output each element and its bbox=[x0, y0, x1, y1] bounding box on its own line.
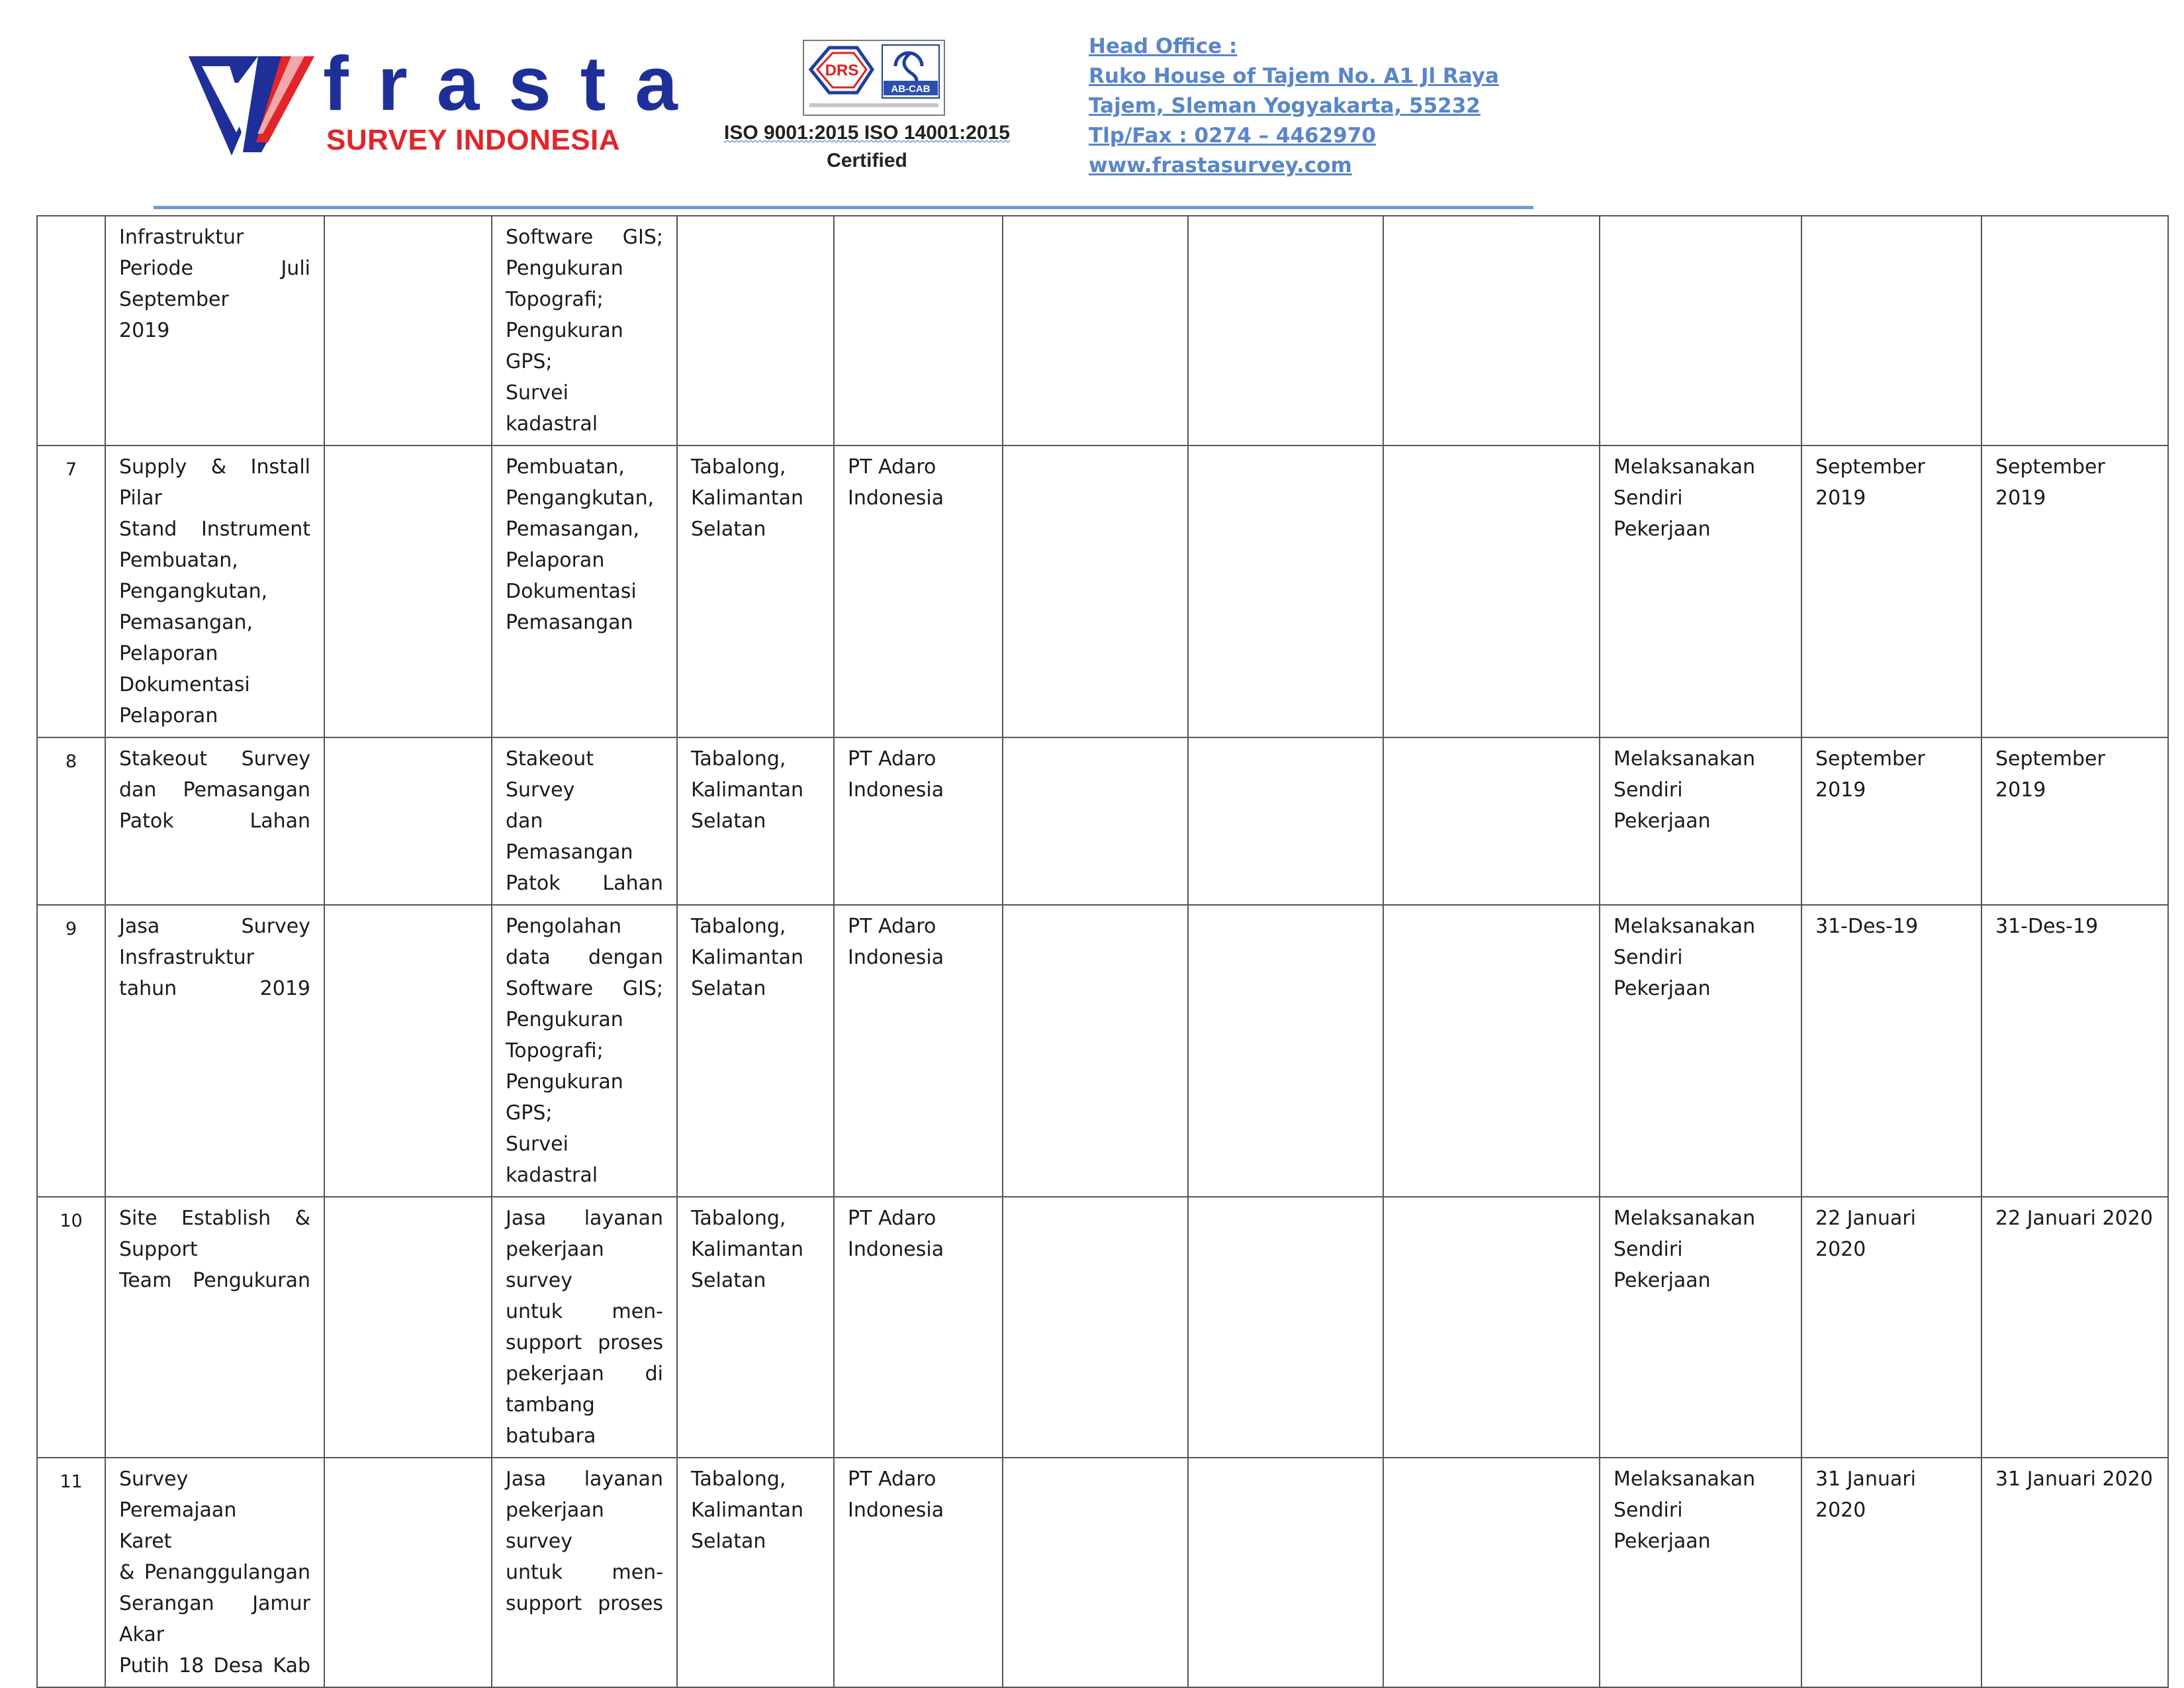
location-cell bbox=[677, 216, 834, 445]
empty-cell bbox=[1383, 905, 1600, 1197]
cell-line: Jasa layanan bbox=[506, 1468, 663, 1491]
end-date-cell: 31 Januari 2020 bbox=[1981, 1458, 2168, 1687]
cell-line: Melaksanakan bbox=[1614, 1207, 1756, 1230]
empty-cell bbox=[324, 216, 492, 445]
row-number bbox=[37, 216, 105, 445]
cell-line: Stand Instrument bbox=[119, 518, 310, 541]
cell-line: Sendiri bbox=[1614, 1499, 1683, 1522]
project-name-cell bbox=[105, 216, 324, 445]
cell-line: Patok Lahan bbox=[119, 810, 310, 833]
table-row bbox=[37, 905, 2168, 1197]
cell-line: Dokumentasi bbox=[506, 580, 637, 603]
cell-line: Selatan bbox=[691, 810, 766, 833]
execution-status-cell bbox=[1600, 1197, 1801, 1458]
empty-cell bbox=[324, 1197, 492, 1458]
project-description-cell bbox=[492, 1197, 677, 1458]
cell-line: Melaksanakan bbox=[1614, 747, 1756, 771]
cell-line: Pemasangan bbox=[506, 611, 633, 634]
head-office-website[interactable]: www.frastasurvey.com bbox=[1089, 154, 1352, 177]
client-cell bbox=[834, 737, 1003, 905]
cell-line: Pengangkutan, bbox=[506, 487, 655, 510]
execution-status-cell bbox=[1600, 905, 1801, 1197]
cell-line: Pengukuran bbox=[506, 1008, 623, 1031]
end-date-cell: September 2019 bbox=[1981, 737, 2168, 905]
empty-cell bbox=[1188, 1197, 1383, 1458]
empty-cell bbox=[1188, 737, 1383, 905]
cell-line: Pembuatan, bbox=[119, 549, 238, 572]
cell-line: Pekerjaan bbox=[1614, 1269, 1711, 1292]
brand-subtitle: SURVEY INDONESIA bbox=[326, 124, 621, 156]
cell-line: & Penanggulangan bbox=[119, 1561, 310, 1584]
empty-cell bbox=[324, 445, 492, 737]
cell-line: PT Adaro bbox=[848, 747, 936, 771]
cell-line: Tabalong, bbox=[691, 1207, 786, 1230]
cell-line: Infrastruktur bbox=[119, 226, 244, 249]
certification-text bbox=[688, 119, 1046, 175]
cell-line: survey bbox=[506, 1530, 572, 1553]
cell-line: untuk men- bbox=[506, 1561, 663, 1584]
empty-cell bbox=[1383, 445, 1600, 737]
empty-cell bbox=[1383, 216, 1600, 445]
client-cell bbox=[834, 445, 1003, 737]
cell-line: Selatan bbox=[691, 1269, 766, 1292]
cell-line: Software GIS; bbox=[506, 226, 663, 249]
cell-line: Survey Peremajaan bbox=[119, 1468, 237, 1522]
cell-line: Pelaporan bbox=[506, 549, 605, 572]
cell-line: 2019 bbox=[119, 319, 170, 342]
cell-line: Indonesia bbox=[848, 778, 944, 802]
cell-line: pekerjaan bbox=[506, 1238, 604, 1261]
certification-iso-line: ISO 9001:2015 ISO 14001:2015 bbox=[724, 122, 1010, 144]
cell-line: PT Adaro bbox=[848, 455, 936, 479]
cell-line: Pemasangan bbox=[506, 841, 633, 864]
cell-line: batubara bbox=[506, 1425, 596, 1448]
cell-line: Survei kadastral bbox=[506, 1133, 598, 1187]
cell-line: Site Establish & bbox=[119, 1207, 310, 1230]
cell-line: Akar bbox=[119, 1623, 165, 1646]
header-divider bbox=[154, 206, 1533, 209]
table-row bbox=[37, 445, 2168, 737]
brand-name: frasta bbox=[323, 40, 707, 126]
cell-line: Selatan bbox=[691, 1530, 766, 1553]
cell-line: Periode Juli bbox=[119, 257, 310, 280]
location-cell bbox=[677, 445, 834, 737]
cell-line: Tabalong, bbox=[691, 1468, 786, 1491]
cell-line: Insfrastruktur bbox=[119, 946, 254, 969]
cell-line: dan Pemasangan bbox=[119, 778, 310, 802]
cell-line: Pengolahan bbox=[506, 915, 622, 938]
cell-line: Team Pengukuran bbox=[119, 1269, 310, 1292]
empty-cell bbox=[1003, 216, 1188, 445]
cell-line: Pengukuran bbox=[506, 319, 623, 342]
execution-status-cell bbox=[1600, 216, 1801, 445]
location-cell bbox=[677, 1197, 834, 1458]
cert-badge-left-text: DRS bbox=[825, 62, 859, 79]
cell-line: Selatan bbox=[691, 977, 766, 1000]
cell-line: GPS; bbox=[506, 1102, 553, 1125]
start-date-cell: September 2019 bbox=[1801, 445, 1981, 737]
cell-line: Kalimantan bbox=[691, 1238, 803, 1261]
row-number: 8 bbox=[37, 737, 105, 905]
cell-line: Pelaporan bbox=[119, 642, 218, 665]
cell-line: September bbox=[119, 288, 229, 311]
cell-line: Sendiri bbox=[1614, 487, 1683, 510]
cell-line: Jasa layanan bbox=[506, 1207, 663, 1230]
cell-line: Pengukuran bbox=[506, 1070, 623, 1094]
cell-line: Melaksanakan bbox=[1614, 915, 1756, 938]
project-description-cell bbox=[492, 905, 677, 1197]
cell-line: Kalimantan bbox=[691, 1499, 803, 1522]
head-office-title: Head Office : bbox=[1089, 34, 1238, 58]
cell-line: Supply & Install Pilar bbox=[119, 455, 310, 510]
project-description-cell bbox=[492, 737, 677, 905]
project-name-cell bbox=[105, 1197, 324, 1458]
cell-line: Indonesia bbox=[848, 1499, 944, 1522]
empty-cell bbox=[1003, 445, 1188, 737]
empty-cell bbox=[1003, 1197, 1188, 1458]
cell-line: Support bbox=[119, 1238, 198, 1261]
cell-line: Putih 18 Desa Kab bbox=[119, 1654, 310, 1677]
row-number: 9 bbox=[37, 905, 105, 1197]
cell-line: Pengukuran bbox=[506, 257, 623, 280]
cell-line: pekerjaan di bbox=[506, 1362, 663, 1385]
table-row bbox=[37, 1458, 2168, 1687]
cell-line: Kalimantan bbox=[691, 487, 803, 510]
head-office-address bbox=[1089, 32, 1499, 181]
location-cell bbox=[677, 737, 834, 905]
cell-line: Indonesia bbox=[848, 487, 944, 510]
execution-status-cell bbox=[1600, 445, 1801, 737]
cell-line: PT Adaro bbox=[848, 1468, 936, 1491]
project-name-cell bbox=[105, 905, 324, 1197]
table-row bbox=[37, 737, 2168, 905]
cell-line: Tabalong, bbox=[691, 915, 786, 938]
project-description-cell bbox=[492, 216, 677, 445]
cell-line: Pelaporan bbox=[119, 704, 218, 727]
cell-line: Patok Lahan bbox=[506, 872, 663, 895]
cell-line: Sendiri bbox=[1614, 946, 1683, 969]
cell-line: Topografi; bbox=[506, 1039, 604, 1062]
location-cell bbox=[677, 905, 834, 1197]
cell-line: Pekerjaan bbox=[1614, 977, 1711, 1000]
start-date-cell: 31-Des-19 bbox=[1801, 905, 1981, 1197]
row-number: 7 bbox=[37, 445, 105, 737]
cell-line: Pekerjaan bbox=[1614, 810, 1711, 833]
frasta-logo-icon bbox=[189, 53, 314, 159]
cell-line: Pengangkutan, bbox=[119, 580, 268, 603]
cell-line: Sendiri bbox=[1614, 778, 1683, 802]
empty-cell bbox=[1188, 1458, 1383, 1687]
cell-line: Dokumentasi bbox=[119, 673, 250, 696]
cell-line: PT Adaro bbox=[848, 1207, 936, 1230]
head-office-phone: Tlp/Fax : 0274 – 4462970 bbox=[1089, 124, 1376, 148]
client-cell bbox=[834, 1197, 1003, 1458]
cell-line: support proses bbox=[506, 1331, 663, 1354]
row-number: 10 bbox=[37, 1197, 105, 1458]
project-name-cell bbox=[105, 737, 324, 905]
cell-line: Serangan Jamur bbox=[119, 1592, 310, 1615]
letterhead bbox=[0, 0, 2184, 218]
cell-line: survey bbox=[506, 1269, 572, 1292]
cell-line: pekerjaan bbox=[506, 1499, 604, 1522]
cell-line: Tabalong, bbox=[691, 455, 786, 479]
empty-cell bbox=[324, 1458, 492, 1687]
end-date-cell: September 2019 bbox=[1981, 445, 2168, 737]
empty-cell bbox=[1383, 737, 1600, 905]
project-description-cell bbox=[492, 1458, 677, 1687]
start-date-cell: 31 Januari 2020 bbox=[1801, 1458, 1981, 1687]
cell-line: data dengan bbox=[506, 946, 663, 969]
table-row bbox=[37, 1197, 2168, 1458]
location-cell bbox=[677, 1458, 834, 1687]
row-number: 11 bbox=[37, 1458, 105, 1687]
cell-line: Jasa Survey bbox=[119, 915, 310, 938]
cell-line: Software GIS; bbox=[506, 977, 663, 1000]
cell-line: untuk men- bbox=[506, 1300, 663, 1323]
cell-line: tambang bbox=[506, 1393, 595, 1417]
cell-line: Kalimantan bbox=[691, 946, 803, 969]
client-cell bbox=[834, 1458, 1003, 1687]
table-row bbox=[37, 216, 2168, 445]
start-date-cell bbox=[1801, 216, 1981, 445]
cell-line: Karet bbox=[119, 1530, 172, 1553]
cell-line: Indonesia bbox=[848, 1238, 944, 1261]
cell-line: Tabalong, bbox=[691, 747, 786, 771]
client-cell bbox=[834, 216, 1003, 445]
cell-line: Stakeout Survey bbox=[119, 747, 310, 771]
end-date-cell: 22 Januari 2020 bbox=[1981, 1197, 2168, 1458]
cell-line: Melaksanakan bbox=[1614, 455, 1756, 479]
empty-cell bbox=[324, 737, 492, 905]
start-date-cell: 22 Januari 2020 bbox=[1801, 1197, 1981, 1458]
cell-line: support proses bbox=[506, 1592, 663, 1615]
cell-line: Indonesia bbox=[848, 946, 944, 969]
cell-line: Pekerjaan bbox=[1614, 1530, 1711, 1553]
cell-line: Pembuatan, bbox=[506, 455, 625, 479]
empty-cell bbox=[1188, 216, 1383, 445]
cell-line: Stakeout Survey bbox=[506, 747, 594, 802]
execution-status-cell bbox=[1600, 737, 1801, 905]
project-description-cell bbox=[492, 445, 677, 737]
cell-line: Melaksanakan bbox=[1614, 1468, 1756, 1491]
cell-line: GPS; bbox=[506, 350, 553, 373]
start-date-cell: September 2019 bbox=[1801, 737, 1981, 905]
project-name-cell bbox=[105, 445, 324, 737]
cell-line: Survei kadastral bbox=[506, 381, 598, 436]
project-experience-table bbox=[36, 215, 2169, 1688]
cell-line: PT Adaro bbox=[848, 915, 936, 938]
cell-line: Pemasangan, bbox=[506, 518, 640, 541]
iso-certification-badge-icon bbox=[803, 40, 945, 116]
client-cell bbox=[834, 905, 1003, 1197]
cell-line: Sendiri bbox=[1614, 1238, 1683, 1261]
head-office-line-2: Tajem, Sleman Yogyakarta, 55232 bbox=[1089, 94, 1480, 118]
certification-status: Certified bbox=[827, 150, 907, 171]
end-date-cell bbox=[1981, 216, 2168, 445]
cert-badge-right-text: AB-CAB bbox=[891, 83, 931, 95]
empty-cell bbox=[1003, 737, 1188, 905]
empty-cell bbox=[324, 905, 492, 1197]
empty-cell bbox=[1383, 1458, 1600, 1687]
cell-line: dan bbox=[506, 810, 543, 833]
empty-cell bbox=[1188, 905, 1383, 1197]
empty-cell bbox=[1383, 1197, 1600, 1458]
head-office-line-1: Ruko House of Tajem No. A1 Jl Raya bbox=[1089, 64, 1499, 88]
empty-cell bbox=[1003, 905, 1188, 1197]
cell-line: Kalimantan bbox=[691, 778, 803, 802]
end-date-cell: 31-Des-19 bbox=[1981, 905, 2168, 1197]
project-name-cell bbox=[105, 1458, 324, 1687]
cell-line: Selatan bbox=[691, 518, 766, 541]
empty-cell bbox=[1188, 445, 1383, 737]
cell-line: Topografi; bbox=[506, 288, 604, 311]
cell-line: Pemasangan, bbox=[119, 611, 253, 634]
cell-line: Pekerjaan bbox=[1614, 518, 1711, 541]
empty-cell bbox=[1003, 1458, 1188, 1687]
execution-status-cell bbox=[1600, 1458, 1801, 1687]
cell-line: tahun 2019 bbox=[119, 977, 310, 1000]
